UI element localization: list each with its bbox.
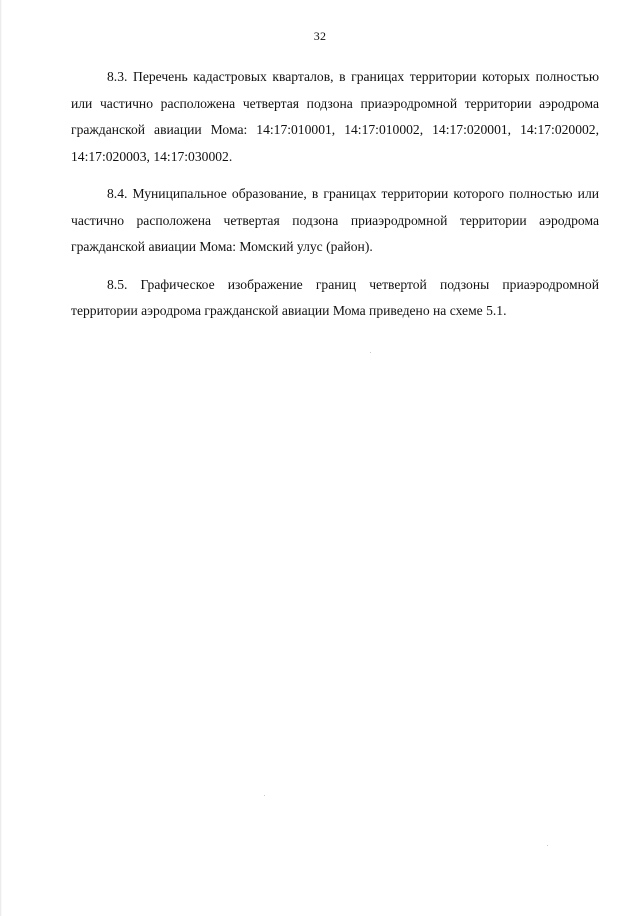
page-number: 32 [313,29,327,43]
document-body [71,64,599,336]
scan-speck [264,795,265,796]
paragraph-8-3: 8.3. Перечень кадастровых кварталов, в границах территории которых полностью или частично расположена четвертая подзона приаэродромной территории аэродрома гражданской авиации Мома: 14:17:010001, 14:17:010002, 14:17:020001, 14:17:020002, 14:17:020003, 14:17:030002. [71,69,599,164]
paragraph-8-4: 8.4. Муниципальное образование, в границах территории которого полностью или частично расположена четвертая подзона приаэродромной территории аэродрома гражданской авиации Мома: Момский улус (район). [71,186,599,254]
scan-speck [547,845,548,846]
scan-edge-shadow [0,0,2,916]
scan-speck [370,352,371,353]
paragraph-8-5: 8.5. Графическое изображение границ четвертой подзоны приаэродромной территории аэродрома гражданской авиации Мома приведено на схеме 5.1. [71,276,599,318]
